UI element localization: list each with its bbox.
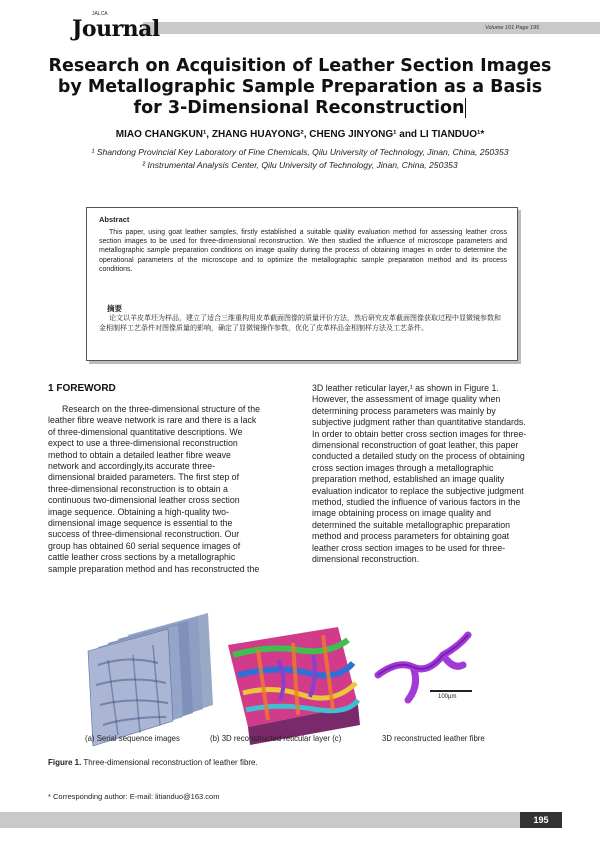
text-line: expect to use a three-dimensional reconstruction <box>48 438 238 449</box>
abstract-heading: Abstract <box>99 215 130 224</box>
text-line: Research on the three-dimensional structure of the <box>62 404 261 414</box>
text-line: determined the suitable metallographic preparation <box>312 519 511 530</box>
title-line: by Metallographic Sample Preparation as a Basis <box>57 77 543 97</box>
title-line-text: for 3-Dimensional Reconstruction <box>133 98 465 118</box>
text-line: subjective judgment rather than quantitative standards. <box>312 417 526 428</box>
page-number: 195 <box>520 812 562 828</box>
caption-c: 3D reconstructed leather fibre <box>382 734 485 743</box>
figure-1 <box>48 605 558 755</box>
text-line: image sequence. Obtaining a high-quality two- <box>48 506 229 517</box>
journal-logo-small-text: JALCA <box>92 11 108 17</box>
text-line: cross section images through a metallographic <box>312 462 494 473</box>
text-line: cattle leather cross sections by a metallographic <box>48 552 236 563</box>
text-line: of three-dimensional quantitative descriptions. We <box>48 426 243 437</box>
section-heading: 1 FOREWORD <box>48 383 116 394</box>
text-line: In order to obtain better cross section images for three- <box>312 428 527 439</box>
page-header <box>0 0 600 42</box>
caption-b: (b) 3D reconstructed reticular layer (c) <box>210 734 342 743</box>
text-line: continuous two-dimensional leather cross section <box>48 495 240 506</box>
text-line: network and accordingly,its accurate three- <box>48 461 216 472</box>
reticular-layer-reconstruction <box>228 627 360 745</box>
author-list: MIAO CHANGKUN¹, ZHANG HUAYONG², CHENG JINYONG¹ and LI TIANDUO¹* <box>115 129 485 140</box>
scale-label: 100μm <box>438 694 457 700</box>
text-line: method, studied the influence of various factors in the <box>312 497 521 508</box>
corresponding-author: * Corresponding author: E-mail: litianduo@163.com <box>48 792 220 801</box>
title-line: Research on Acquisition of Leather Section Images <box>48 56 552 76</box>
text-line: three-dimensional reconstruction is to obtain a <box>48 483 228 494</box>
scale-bar <box>430 690 472 692</box>
chinese-abstract-heading: 摘要 <box>107 304 122 313</box>
right-column-text <box>312 383 552 566</box>
figure-caption-label: Figure 1. <box>48 758 82 767</box>
footer-band <box>0 812 520 828</box>
text-line: dimensional reconstruction of goat leather, this paper <box>312 440 519 451</box>
serial-sequence-image <box>88 613 213 746</box>
text-line: conducted a detailed study on the process of obtaining <box>312 451 525 462</box>
text-line: sample preparation method and has reconstructed the <box>48 563 260 574</box>
abstract-text: This paper, using goat leather samples, firstly established a suitable quality evaluation method for assessing leather cross section images to be used for three-dimensional reconstruction. We then studied the influence of microscope parameters and metallographic sample preparation conditions on image quality during the process of obtaining images in order to determine the operational parameters of the microscope and to optimize the metallographic sample preparation method and its process conditions. <box>99 229 507 273</box>
paper-title <box>40 56 560 119</box>
text-line: dimensional braided parameters. The first step of <box>48 472 240 483</box>
left-column-text <box>48 404 288 575</box>
text-line: image obtaining process on image quality and <box>312 508 491 519</box>
text-line: success of three-dimensional reconstruction. Our <box>48 529 240 540</box>
volume-info: Volume 101 Page 195 <box>485 25 540 31</box>
text-line: dimensional image sequence is essential to the <box>48 518 233 529</box>
text-line: leather fibre weave network is rare and there is a lack <box>48 415 257 426</box>
journal-logo: Journal <box>72 16 160 42</box>
caption-a: (a) Serial sequence images <box>85 734 180 743</box>
figure-caption-text: Three-dimensional reconstruction of leather fibre. <box>83 758 258 767</box>
text-line: 3D leather reticular layer,¹ as shown in Figure 1. <box>312 383 499 393</box>
text-line: However, the assessment of image quality when <box>312 394 501 405</box>
text-line: group has obtained 60 serial sequence images of <box>48 540 241 551</box>
affiliation-1: ¹ Shandong Provincial Key Laboratory of Fine Chemicals, Qilu University of Technology, Jinan, China, 250353 <box>91 147 509 157</box>
text-line: method to obtain a detailed leather fibre weave <box>48 449 231 460</box>
affiliation-2: ² Instrumental Analysis Center, Qilu University of Technology, Jinan, China, 250353 <box>142 160 458 170</box>
text-line: preparation method, established an image quality <box>312 474 505 485</box>
text-line: leather cross section images to be used for three- <box>312 542 506 553</box>
chinese-abstract-text: 论文以羊皮革坯为样品，建立了适合三维重构用皮革截面图像的质量评价方法，然后研究皮革截面图像获取过程中显微镜参数和金相制样工艺条件对图像质量的影响，确定了显微镜操作参数，优化了皮革样品金相制样方法及工艺条件。 <box>99 315 501 332</box>
figure-caption <box>48 758 258 767</box>
text-line: evaluation indicator to replace the subjective judgment <box>312 485 524 496</box>
text-line: method and process parameters for obtaining goat <box>312 531 510 542</box>
abstract-box <box>86 207 518 361</box>
text-line: determining process parameters was mainly by <box>312 405 496 416</box>
title-line <box>40 98 560 119</box>
text-line: dimensional reconstruction. <box>312 554 420 565</box>
